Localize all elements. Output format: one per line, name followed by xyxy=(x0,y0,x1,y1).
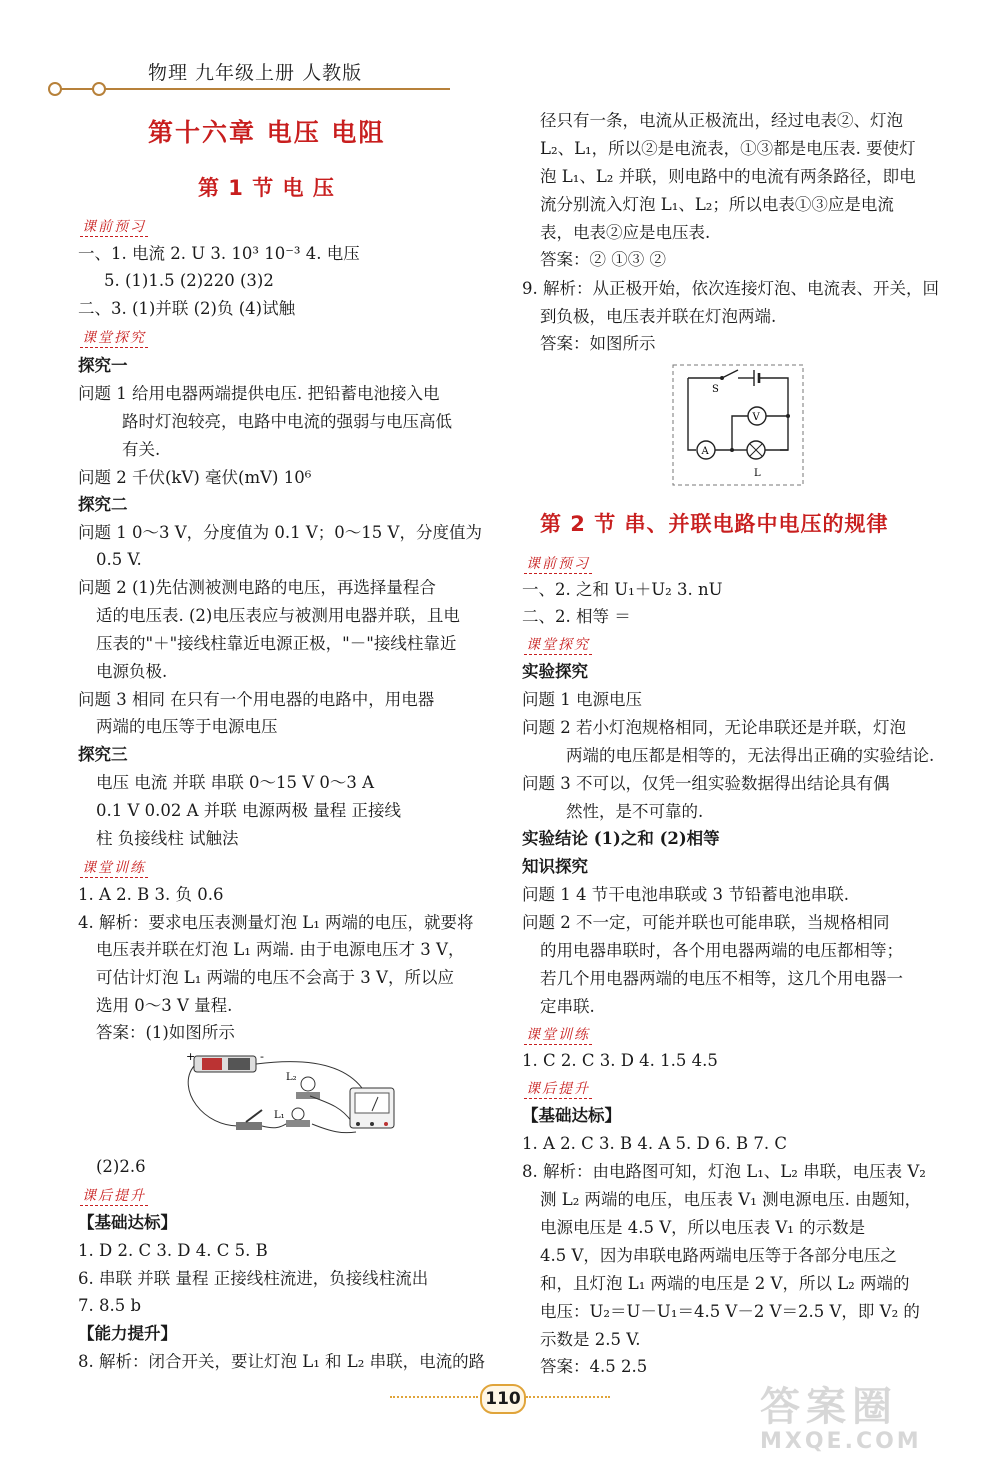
text-line: 答案：② ①③ ② xyxy=(540,250,666,269)
text-line: 问题 2 不一定，可能并联也可能串联，当规格相同 xyxy=(522,913,890,932)
label-after: 课后提升 xyxy=(80,1185,148,1206)
text-line: 电压表并联在灯泡 L₁ 两端. 由于电源电压才 3 V， xyxy=(96,940,465,959)
text-line: 电源负极. xyxy=(96,662,168,681)
bulb-l2-label: L₂ xyxy=(286,1072,297,1083)
minus-sign: - xyxy=(260,1050,264,1063)
text-line: 问题 2 (1)先估测被测电路的电压，再选择量程合 xyxy=(78,578,436,597)
text-line: 定串联. xyxy=(540,997,595,1016)
text-line: 二、3. (1)并联 (2)负 (4)试触 xyxy=(78,299,296,318)
lamp-label: L xyxy=(754,468,761,479)
text-line: 示数是 2.5 V. xyxy=(540,1330,641,1349)
text-line: 问题 3 不可以，仅凭一组实验数据得出结论具有偶 xyxy=(522,774,890,793)
text-line: 径只有一条，电流从正极流出，经过电表②、灯泡 xyxy=(540,111,903,130)
text-line: L₂、L₁，所以②是电流表，①③都是电压表. 要使灯 xyxy=(540,139,916,158)
text-line: 问题 3 相同 在只有一个用电器的电路中，用电器 xyxy=(78,690,435,709)
text-line: 5. (1)1.5 (2)220 (3)2 xyxy=(104,271,274,290)
text-line: 然性，是不可靠的. xyxy=(566,802,704,821)
text-line: 实验结论 (1)之和 (2)相等 xyxy=(522,829,720,848)
text-line: 9. 解析：从正极开始，依次连接灯泡、电流表、开关，回 xyxy=(522,279,939,298)
text-line: 8. 解析：由电路图可知，灯泡 L₁、L₂ 串联，电压表 V₂ xyxy=(522,1162,926,1181)
section-1-title: 第 1 节 电 压 xyxy=(198,176,335,200)
text-line: 4. 解析：要求电压表测量灯泡 L₁ 两端的电压，就要将 xyxy=(78,913,474,932)
text-line: 问题 1 4 节干电池串联或 3 节铅蓄电池串联. xyxy=(522,885,849,904)
text-line: 探究三 xyxy=(78,745,128,764)
text-line: 7. 8.5 b xyxy=(78,1296,142,1315)
text-line: 实验探究 xyxy=(522,662,588,681)
text-line: 知识探究 xyxy=(522,857,588,876)
page-number-dots xyxy=(390,1396,478,1398)
text-line: (2)2.6 xyxy=(96,1157,146,1176)
label-preview: 课前预习 xyxy=(524,553,592,574)
switch-label: S xyxy=(712,384,719,395)
label-train: 课堂训练 xyxy=(80,857,148,878)
text-line: 问题 1 电源电压 xyxy=(522,690,642,709)
text-line: 问题 2 千伏(kV) 毫伏(mV) 10⁶ xyxy=(78,468,312,487)
text-line: 0.5 V. xyxy=(96,550,142,569)
text-line: 一、2. 之和 U₁＋U₂ 3. nU xyxy=(522,580,723,599)
text-line: 4.5 V，因为串联电路两端电压等于各部分电压之 xyxy=(540,1246,897,1265)
text-line: 二、2. 相等 ＝ xyxy=(522,607,631,626)
label-after: 课后提升 xyxy=(524,1078,592,1099)
text-line: 1. D 2. C 3. D 4. C 5. B xyxy=(78,1241,268,1260)
watermark-logo-text: 答案圈 xyxy=(760,1384,898,1430)
text-line: 和，且灯泡 L₁ 两端的电压是 2 V，所以 L₂ 两端的 xyxy=(540,1274,910,1293)
text-line: 适的电压表. (2)电压表应与被测用电器并联，且电 xyxy=(96,606,460,625)
text-line: 问题 2 若小灯泡规格相同，无论串联还是并联，灯泡 xyxy=(522,718,906,737)
text-line: 0.1 V 0.02 A 并联 电源两极 量程 正接线 xyxy=(96,801,402,820)
text-line: 一、1. 电流 2. U 3. 10³ 10⁻³ 4. 电压 xyxy=(78,244,360,263)
text-line: 表，电表②应是电压表. xyxy=(540,223,711,242)
page-number-dots xyxy=(526,1396,610,1398)
text-line: 两端的电压都是相等的，无法得出正确的实验结论. xyxy=(566,746,935,765)
physical-circuit-figure xyxy=(182,1048,412,1148)
voltmeter-label: V xyxy=(752,412,760,423)
ammeter-label: A xyxy=(701,446,709,457)
text-line: 1. A 2. C 3. B 4. A 5. D 6. B 7. C xyxy=(522,1134,787,1153)
label-explore: 课堂探究 xyxy=(80,327,148,348)
text-line: 答案：(1)如图所示 xyxy=(96,1023,235,1042)
text-line: 测 L₂ 两端的电压，电压表 V₁ 测电源电压. 由题知， xyxy=(540,1190,922,1209)
label-train: 课堂训练 xyxy=(524,1024,592,1045)
chapter-title: 第十六章 电压 电阻 xyxy=(148,118,386,147)
text-line: 答案：4.5 2.5 xyxy=(540,1357,648,1376)
bulb-l1-label: L₁ xyxy=(274,1110,285,1121)
text-line: 6. 串联 并联 量程 正接线柱流进，负接线柱流出 xyxy=(78,1269,429,1288)
text-line: 压表的"＋"接线柱靠近电源正极，"－"接线柱靠近 xyxy=(96,634,457,653)
label-preview: 课前预习 xyxy=(80,216,148,237)
text-line: 【基础达标】 xyxy=(78,1213,177,1232)
text-line: 的用电器串联时，各个用电器两端的电压都相等； xyxy=(540,941,903,960)
section-2-title: 第 2 节 串、并联电路中电压的规律 xyxy=(540,512,889,536)
text-line: 8. 解析：闭合开关，要让灯泡 L₁ 和 L₂ 串联，电流的路 xyxy=(78,1352,486,1371)
header-rule xyxy=(56,88,450,90)
text-line: 问题 1 给用电器两端提供电压. 把铅蓄电池接入电 xyxy=(78,384,440,403)
running-header: 物理 九年级上册 人教版 xyxy=(148,62,363,84)
text-line: 1. C 2. C 3. D 4. 1.5 4.5 xyxy=(522,1051,718,1070)
text-line: 路时灯泡较亮，电路中电流的强弱与电压高低 xyxy=(122,412,452,431)
text-line: 两端的电压等于电源电压 xyxy=(96,717,278,736)
watermark-url: MXQE.COM xyxy=(760,1429,922,1454)
text-line: 选用 0～3 V 量程. xyxy=(96,996,233,1015)
plus-sign: + xyxy=(186,1050,196,1063)
text-line: 可估计灯泡 L₁ 两端的电压不会高于 3 V，所以应 xyxy=(96,968,454,987)
text-line: 柱 负接线柱 试触法 xyxy=(96,829,239,848)
page-number: 110 xyxy=(480,1384,526,1414)
text-line: 泡 L₁、L₂ 并联，则电路中的电流有两条路径，即电 xyxy=(540,167,916,186)
text-line: 流分别流入灯泡 L₁、L₂；所以电表①③应是电流 xyxy=(540,195,894,214)
text-line: 答案：如图所示 xyxy=(540,334,656,353)
text-line: 探究一 xyxy=(78,356,128,375)
circuit-diagram xyxy=(672,364,804,486)
text-line: 电源电压是 4.5 V，所以电压表 V₁ 的示数是 xyxy=(540,1218,866,1237)
text-line: 【基础达标】 xyxy=(522,1106,621,1125)
text-line: 【能力提升】 xyxy=(78,1324,177,1343)
text-line: 到负极，电压表并联在灯泡两端. xyxy=(540,307,777,326)
label-explore: 课堂探究 xyxy=(524,634,592,655)
header-ornament xyxy=(92,82,106,96)
text-line: 有关. xyxy=(122,440,161,459)
text-line: 1. A 2. B 3. 负 0.6 xyxy=(78,885,224,904)
text-line: 若几个用电器两端的电压不相等，这几个用电器一 xyxy=(540,969,903,988)
text-line: 电压 电流 并联 串联 0～15 V 0～3 A xyxy=(96,773,375,792)
text-line: 电压：U₂＝U－U₁＝4.5 V－2 V＝2.5 V，即 V₂ 的 xyxy=(540,1302,920,1321)
watermark xyxy=(760,1385,985,1460)
text-line: 问题 1 0～3 V，分度值为 0.1 V；0～15 V，分度值为 xyxy=(78,523,482,542)
text-line: 探究二 xyxy=(78,495,128,514)
header-ornament xyxy=(48,82,62,96)
